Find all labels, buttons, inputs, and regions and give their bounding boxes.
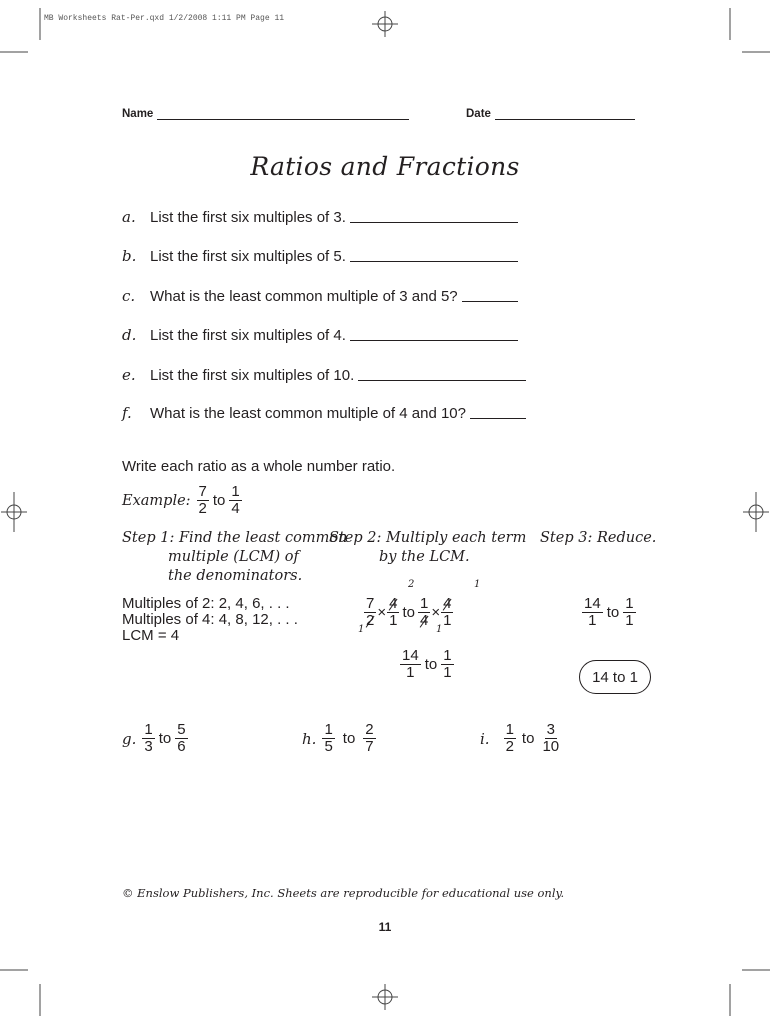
fraction: $\frac{1}{3}$ bbox=[144, 721, 153, 755]
fraction: $\frac{1}{1}$ bbox=[443, 647, 452, 681]
fraction: $\frac{1}{2}$ bbox=[505, 721, 514, 755]
to-word: to bbox=[521, 730, 535, 747]
name-field bbox=[122, 108, 409, 120]
example bbox=[122, 484, 242, 517]
fraction: $\frac{1}{4}$ bbox=[419, 595, 429, 629]
fraction: $\frac{7}{2}$ bbox=[366, 595, 375, 629]
question-label: e. bbox=[122, 366, 136, 384]
question-label: c. bbox=[122, 287, 136, 305]
question-text: List the first six multiples of 3. bbox=[150, 209, 346, 226]
answer-blank[interactable] bbox=[350, 221, 518, 223]
question-label: d. bbox=[122, 326, 137, 344]
name-label: Name bbox=[122, 108, 154, 120]
fraction: $\frac{14}{1}$ bbox=[402, 647, 419, 681]
to-word: to bbox=[424, 656, 438, 673]
step-1: Step 1: Find the least common multiple (LCM) of the denominators. bbox=[122, 530, 348, 584]
question-label: a. bbox=[122, 208, 136, 226]
fraction: $\frac{3}{10}$ bbox=[542, 721, 560, 755]
step-2: Step 2: Multiply each term by the LCM. bbox=[329, 530, 527, 565]
fraction: $\frac{7}{2}$ bbox=[198, 483, 207, 517]
question-e bbox=[122, 366, 526, 384]
problem-label: h. bbox=[302, 729, 317, 748]
question-c bbox=[122, 287, 518, 305]
problem-label: i. bbox=[480, 729, 490, 748]
page-number: 11 bbox=[378, 920, 392, 934]
answer-blank[interactable] bbox=[462, 300, 518, 302]
to-word: to bbox=[402, 604, 415, 621]
cancel-mark: 1 bbox=[358, 624, 365, 635]
example-label: Example: bbox=[122, 492, 191, 509]
lcm-result: LCM = 4 bbox=[122, 627, 180, 644]
answer-blank[interactable] bbox=[358, 379, 526, 381]
fraction: $\frac{4}{1}$ bbox=[389, 595, 398, 629]
problem-h bbox=[302, 722, 376, 755]
fraction: $\frac{5}{6}$ bbox=[177, 721, 186, 755]
step-3: Step 3: Reduce. bbox=[540, 530, 657, 546]
times-sign: × bbox=[377, 604, 387, 621]
to-word: to bbox=[342, 730, 356, 747]
fraction: $\frac{1}{4}$ bbox=[231, 483, 240, 517]
page-title: Ratios and Fractions bbox=[250, 152, 520, 181]
question-label: f. bbox=[122, 404, 132, 422]
question-text: What is the least common multiple of 3 and 5? bbox=[150, 288, 458, 305]
answer-blank[interactable] bbox=[350, 260, 518, 262]
problem-g bbox=[122, 722, 188, 755]
name-line[interactable] bbox=[157, 118, 409, 120]
times-sign: × bbox=[431, 604, 441, 621]
date-field bbox=[466, 108, 635, 120]
question-text: List the first six multiples of 4. bbox=[150, 327, 346, 344]
cancel-mark: 1 bbox=[474, 579, 481, 590]
date-line[interactable] bbox=[495, 118, 635, 120]
question-text: List the first six multiples of 5. bbox=[150, 248, 346, 265]
fraction: $\frac{1}{1}$ bbox=[625, 595, 634, 629]
question-text: List the first six multiples of 10. bbox=[150, 367, 355, 384]
fraction: $\frac{14}{1}$ bbox=[584, 595, 601, 629]
answer-blank[interactable] bbox=[470, 417, 526, 419]
print-slug: MB Worksheets Rat-Per.qxd 1/2/2008 1:11 PM Page 11 bbox=[44, 14, 285, 23]
question-f bbox=[122, 404, 526, 422]
question-a bbox=[122, 208, 518, 226]
product-result bbox=[400, 648, 454, 681]
cancel-mark: 2 bbox=[408, 579, 415, 590]
question-text: What is the least common multiple of 4 and 10? bbox=[150, 405, 466, 422]
fraction: $\frac{4}{1}$ bbox=[443, 595, 452, 629]
problem-label: g. bbox=[122, 729, 137, 748]
multiplication-work bbox=[364, 596, 453, 629]
question-b bbox=[122, 247, 518, 265]
fraction: $\frac{2}{7}$ bbox=[365, 721, 374, 755]
to-word: to bbox=[158, 730, 172, 747]
instruction: Write each ratio as a whole number ratio. bbox=[122, 458, 396, 475]
reduce-work bbox=[582, 596, 636, 629]
problem-i bbox=[480, 722, 561, 755]
multiples-list bbox=[122, 596, 298, 644]
fraction: $\frac{1}{5}$ bbox=[324, 721, 333, 755]
answer-blank[interactable] bbox=[350, 339, 518, 341]
final-answer: 14 to 1 bbox=[579, 660, 651, 694]
copyright-notice: © Enslow Publishers, Inc. Sheets are reproducible for educational use only. bbox=[122, 886, 565, 900]
multiples-of-4: Multiples of 4: 4, 8, 12, . . . bbox=[122, 611, 298, 628]
to-word: to bbox=[606, 604, 620, 621]
question-label: b. bbox=[122, 247, 137, 265]
multiples-of-2: Multiples of 2: 2, 4, 6, . . . bbox=[122, 595, 290, 612]
cancel-mark: 1 bbox=[436, 624, 443, 635]
date-label: Date bbox=[466, 108, 491, 120]
question-d bbox=[122, 326, 518, 344]
to-word: to bbox=[212, 492, 226, 509]
